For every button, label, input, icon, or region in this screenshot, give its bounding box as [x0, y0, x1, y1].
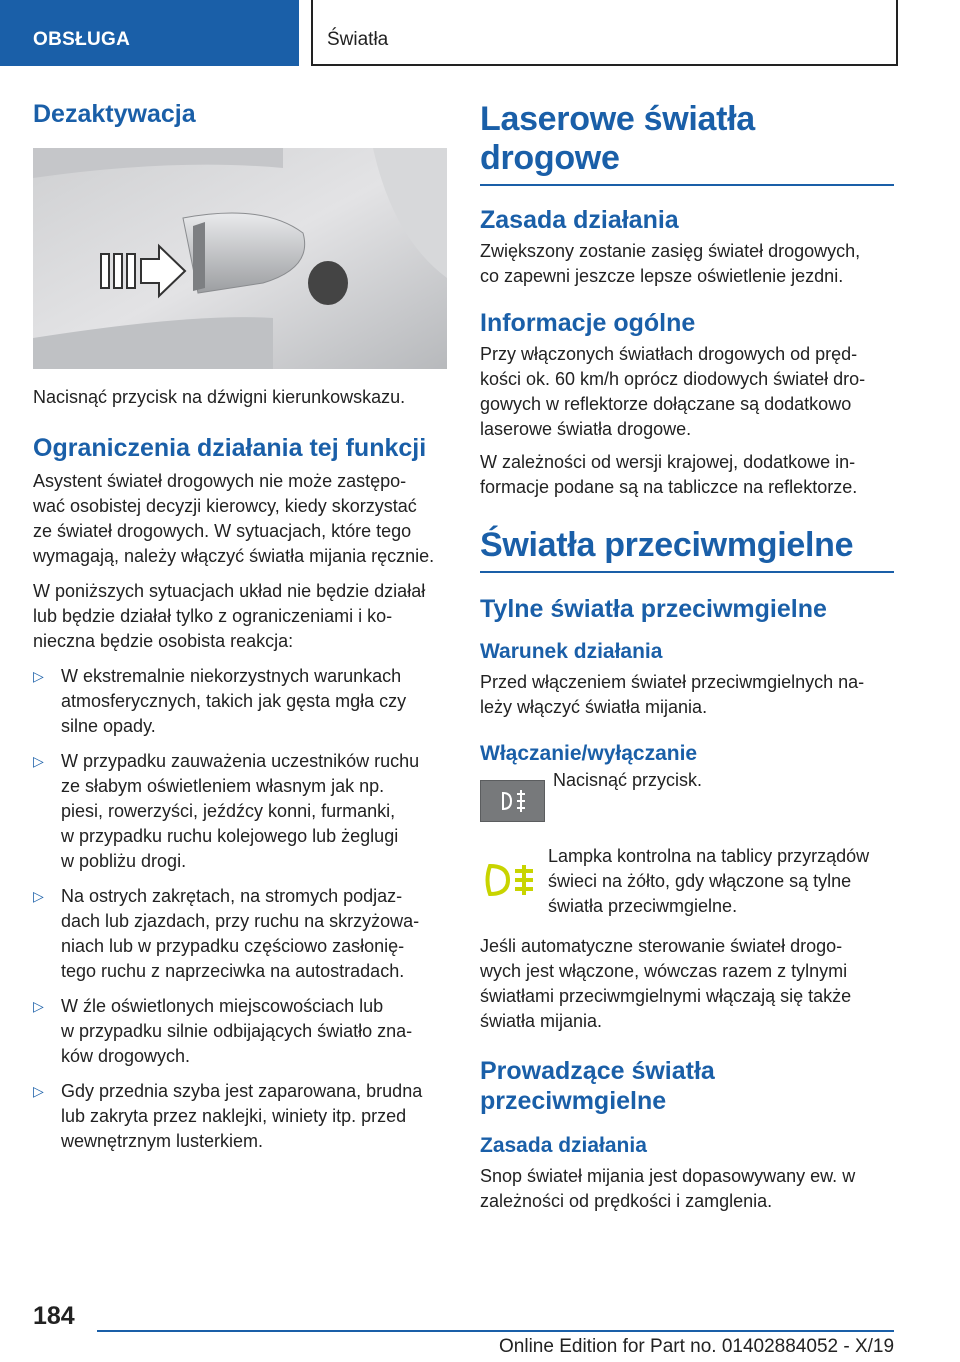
text-line: Lampka kontrolna na tablicy przyrządów [548, 846, 870, 866]
text-line: ze słabym oświetleniem własnym jak np. [61, 776, 385, 796]
text-line: W źle oświetlonych miejscowościach lub [61, 996, 384, 1016]
limitations-paragraph-2 [33, 579, 447, 654]
triangle-bullet-icon: ▷ [33, 668, 44, 684]
text-line: Gdy przednia szyba jest zaparowana, brudna [61, 1081, 423, 1101]
principle-paragraph [480, 239, 894, 289]
fog-light-symbol-icon [481, 781, 544, 821]
text-line: leży włączyć światła mijania. [480, 697, 708, 717]
text-line: Przy włączonych światłach drogowych od pręd- [480, 344, 858, 364]
text-line: niach lub w przypadku częściowo zasłonię- [61, 936, 405, 956]
triangle-bullet-icon: ▷ [33, 753, 44, 769]
text-line: Zwiększony zostanie zasięg świateł drogowych, [480, 241, 861, 261]
triangle-bullet-icon: ▷ [33, 998, 44, 1014]
text-line: ze świateł drogowych. W sytuacjach, które tego [33, 521, 412, 541]
photo-caption: Nacisnąć przycisk na dźwigni kierunkowskazu. [33, 387, 406, 407]
text-line: Jeśli automatyczne sterowanie świateł drogo- [480, 936, 843, 956]
heading-line: przeciwmgielne [480, 1087, 667, 1115]
list-item [33, 664, 447, 739]
heading-general-info: Informacje ogólne [480, 309, 696, 337]
text-line: w pobliżu drogi. [61, 851, 187, 871]
text-line: kości ok. 60 km/h oprócz diodowych świateł dro- [480, 369, 866, 389]
press-button-text: Nacisnąć przycisk. [553, 770, 703, 790]
turn-signal-lever-photo [33, 148, 447, 369]
general-info-paragraph-1 [480, 342, 894, 442]
text-line: W poniższych sytuacjach układ nie będzie działał [33, 581, 426, 601]
lever-illustration [33, 148, 447, 369]
text-line: co zapewni jeszcze lepsze oświetlenie jezdni. [480, 266, 844, 286]
indicator-paragraph [548, 844, 869, 919]
text-line: zależności od prędkości i zamglenia. [480, 1191, 773, 1211]
heading-rear-fog-lights: Tylne światła przeciwmgielne [480, 595, 827, 623]
chapter-header [311, 0, 898, 66]
heading-laser-high-beams: Laserowe światła drogowe [480, 100, 894, 186]
text-line: świeci na żółto, gdy włączone są tylne [548, 871, 852, 891]
text-line: W przypadku zauważenia uczestników ruchu [61, 751, 420, 771]
beam-paragraph [480, 1164, 894, 1214]
text-line: Na ostrych zakrętach, na stromych podjaz- [61, 886, 403, 906]
text-line: formacje podane są na tabliczce na reflektorze. [480, 477, 858, 497]
text-line: tego ruchu z naprzeciwka na autostradach. [61, 961, 405, 981]
list-item [33, 1079, 447, 1154]
general-info-paragraph-2 [480, 450, 894, 500]
list-item [33, 884, 447, 984]
text-line: Snop świateł mijania jest dopasowywany ew. w [480, 1166, 856, 1186]
text-line: lub będzie działał tylko z ograniczeniami i ko- [33, 606, 393, 626]
text-line: wymagają, należy włączyć światła mijania ręcznie. [33, 546, 435, 566]
text-line: silne opady. [61, 716, 156, 736]
list-item [33, 749, 447, 874]
triangle-bullet-icon: ▷ [33, 888, 44, 904]
text-line: atmosferycznych, takich jak gęsta mgła czy [61, 691, 407, 711]
rear-fog-indicator-icon [484, 862, 540, 898]
text-line: W ekstremalnie niekorzystnych warunkach [61, 666, 402, 686]
text-line: światła przeciwmgielne. [548, 896, 738, 916]
text-line: Asystent świateł drogowych nie może zastępo- [33, 471, 407, 491]
button-instruction-row [480, 770, 894, 832]
heading-deactivation: Dezaktywacja [33, 100, 196, 128]
limitations-list [33, 664, 447, 1154]
rear-fog-button-icon [480, 780, 545, 822]
auto-control-paragraph [480, 934, 894, 1034]
footer-rule [97, 1330, 894, 1332]
text-line: piesi, rowerzyści, jeźdźcy konni, furmanki, [61, 801, 396, 821]
right-column [480, 100, 894, 1214]
left-column [33, 100, 447, 1154]
text-line: nieczna będzie osobista reakcja: [33, 631, 294, 651]
chapter-label: Światła [327, 29, 389, 50]
text-line: w przypadku silnie odbijających światło zna- [61, 1021, 413, 1041]
text-line: W zależności od wersji krajowej, dodatkowe in- [480, 452, 856, 472]
heading-limitations: Ograniczenia działania tej funkcji [33, 434, 427, 462]
heading-line: Prowadzące światła [480, 1057, 715, 1085]
section-label: OBSŁUGA [33, 29, 131, 50]
indicator-row [480, 844, 894, 920]
text-line: Przed włączeniem świateł przeciwmgielnych na- [480, 672, 865, 692]
text-line: lub zakryta przez naklejki, winiety itp. przed [61, 1106, 407, 1126]
text-line: wać osobistej decyzji kierowcy, kiedy skorzystać [33, 496, 417, 516]
section-tab [0, 0, 299, 66]
limitations-paragraph-1 [33, 469, 447, 569]
condition-paragraph [480, 670, 894, 720]
text-line: światła mijania. [480, 1011, 603, 1031]
heading-on-off: Włączanie/wyłączanie [480, 742, 698, 765]
heading-fog-lights: Światła przeciwmgielne [480, 526, 894, 573]
text-line: dach lub zjazdach, przy ruchu na skrzyżowa- [61, 911, 420, 931]
heading-principle: Zasada działania [480, 206, 679, 234]
text-line: wych jest włączone, wówczas razem z tylnymi [480, 961, 848, 981]
heading-leading-fog-lights [480, 1056, 894, 1116]
page-number: 184 [33, 1302, 75, 1330]
heading-principle-2: Zasada działania [480, 1134, 647, 1157]
heading-condition: Warunek działania [480, 640, 663, 663]
triangle-bullet-icon: ▷ [33, 1083, 44, 1099]
edition-text: Online Edition for Part no. 01402884052 - X/19 [499, 1336, 895, 1357]
text-line: wewnętrznym lusterkiem. [61, 1131, 264, 1151]
text-line: w przypadku ruchu kolejowego lub żeglugi [61, 826, 399, 846]
text-line: laserowe światła drogowe. [480, 419, 692, 439]
text-line: gowych w reflektorze dołączane są dodatkowo [480, 394, 852, 414]
text-line: ków drogowych. [61, 1046, 191, 1066]
list-item [33, 994, 447, 1069]
text-line: światłami przeciwmgielnymi włączają się także [480, 986, 852, 1006]
